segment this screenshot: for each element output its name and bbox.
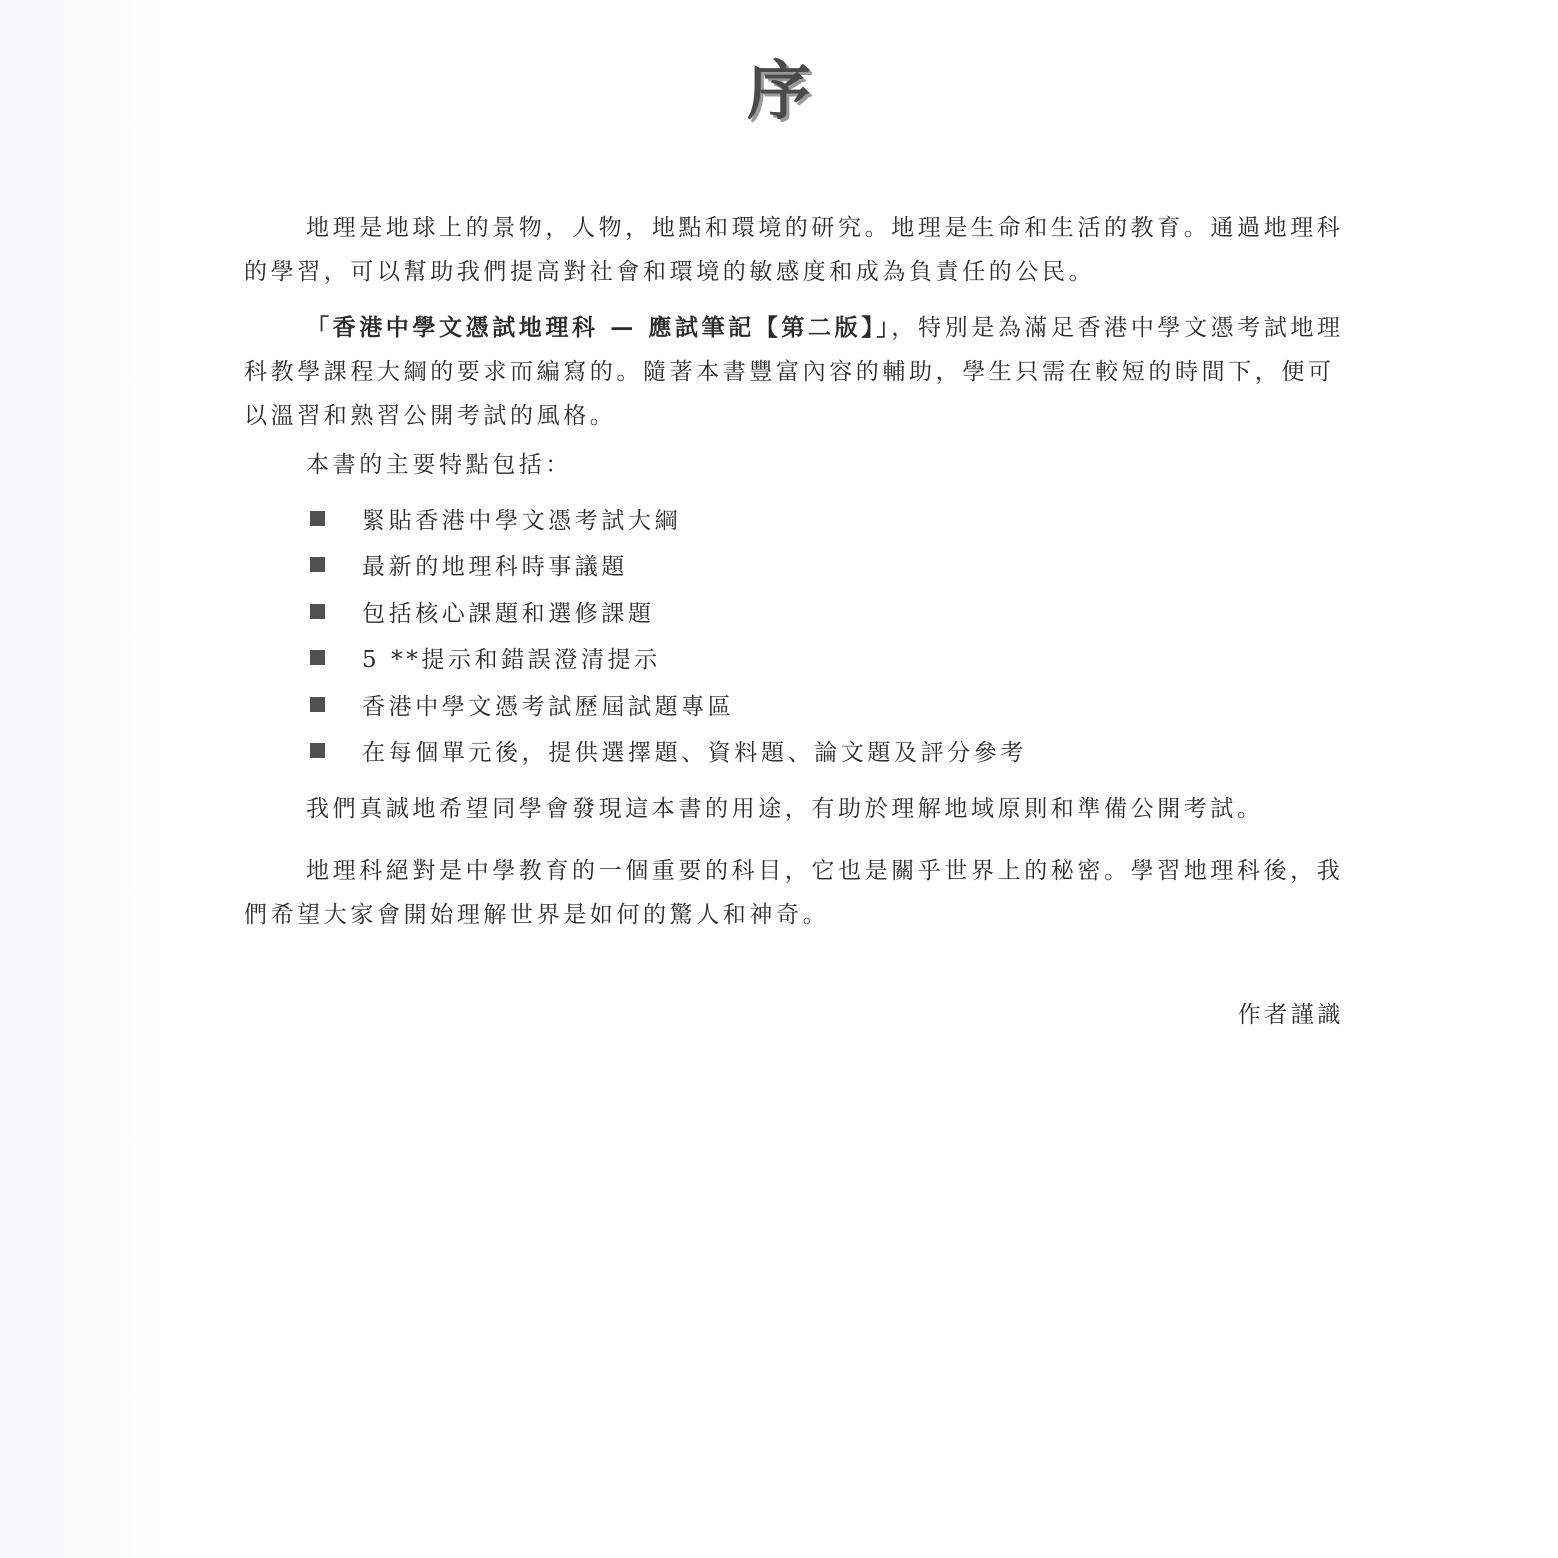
features-intro: 本書的主要特點包括： — [306, 452, 572, 478]
feature-item — [310, 681, 1027, 728]
feature-text: 5 **提示和錯誤澄清提示 — [362, 647, 661, 674]
feature-item — [310, 635, 1027, 682]
feature-text: 緊貼香港中學文憑考試大綱 — [362, 507, 682, 534]
square-bullet-icon — [310, 697, 325, 712]
closing-paragraph: 地理科絕對是中學教育的一個重要的科目，它也是關乎世界上的秘密。學習地理科後，我們希望大家會開始理解世界是如何的驚人和神奇。 — [244, 858, 1344, 928]
book-title: 「香港中學文憑試地理科 — 應試筆記【第二版】」 — [306, 314, 892, 341]
square-bullet-icon — [310, 557, 325, 572]
feature-item — [310, 495, 1027, 542]
square-bullet-icon — [310, 743, 325, 758]
feature-text: 在每個單元後，提供選擇題、資料題、論文題及評分參考 — [362, 740, 1027, 767]
feature-text: 最新的地理科時事議題 — [362, 554, 628, 581]
author-signature: 作者謹識 — [1237, 1002, 1344, 1028]
square-bullet-icon — [310, 650, 325, 665]
intro-paragraph: 地理是地球上的景物，人物，地點和環境的研究。地理是生命和生活的教育。通過地理科的學習，可以幫助我們提高對社會和環境的敏感度和成為負責任的公民。 — [244, 215, 1344, 285]
feature-text: 包括核心課題和選修課題 — [362, 600, 655, 627]
square-bullet-icon — [310, 604, 325, 619]
book-purpose-text: ，特別是為滿足香港中學文憑考試地理科教學課程大綱的要求而編寫的。隨著本書豐富內容的輔助，學生只需在較短的時間下，便可以溫習和熟習公開考試的風格。 — [244, 315, 1344, 429]
square-bullet-icon — [310, 511, 325, 526]
features-list — [310, 495, 1027, 774]
feature-item — [310, 588, 1027, 635]
feature-text: 香港中學文憑考試歷屆試題專區 — [362, 693, 735, 720]
feature-item — [310, 542, 1027, 589]
hope-paragraph: 我們真誠地希望同學會發現這本書的用途，有助於理解地域原則和準備公開考試。 — [306, 796, 1264, 822]
scan-shadow-edge — [0, 0, 165, 1558]
book-purpose-paragraph — [244, 306, 1346, 438]
feature-item — [310, 728, 1027, 775]
page-title: 序 — [747, 55, 811, 129]
